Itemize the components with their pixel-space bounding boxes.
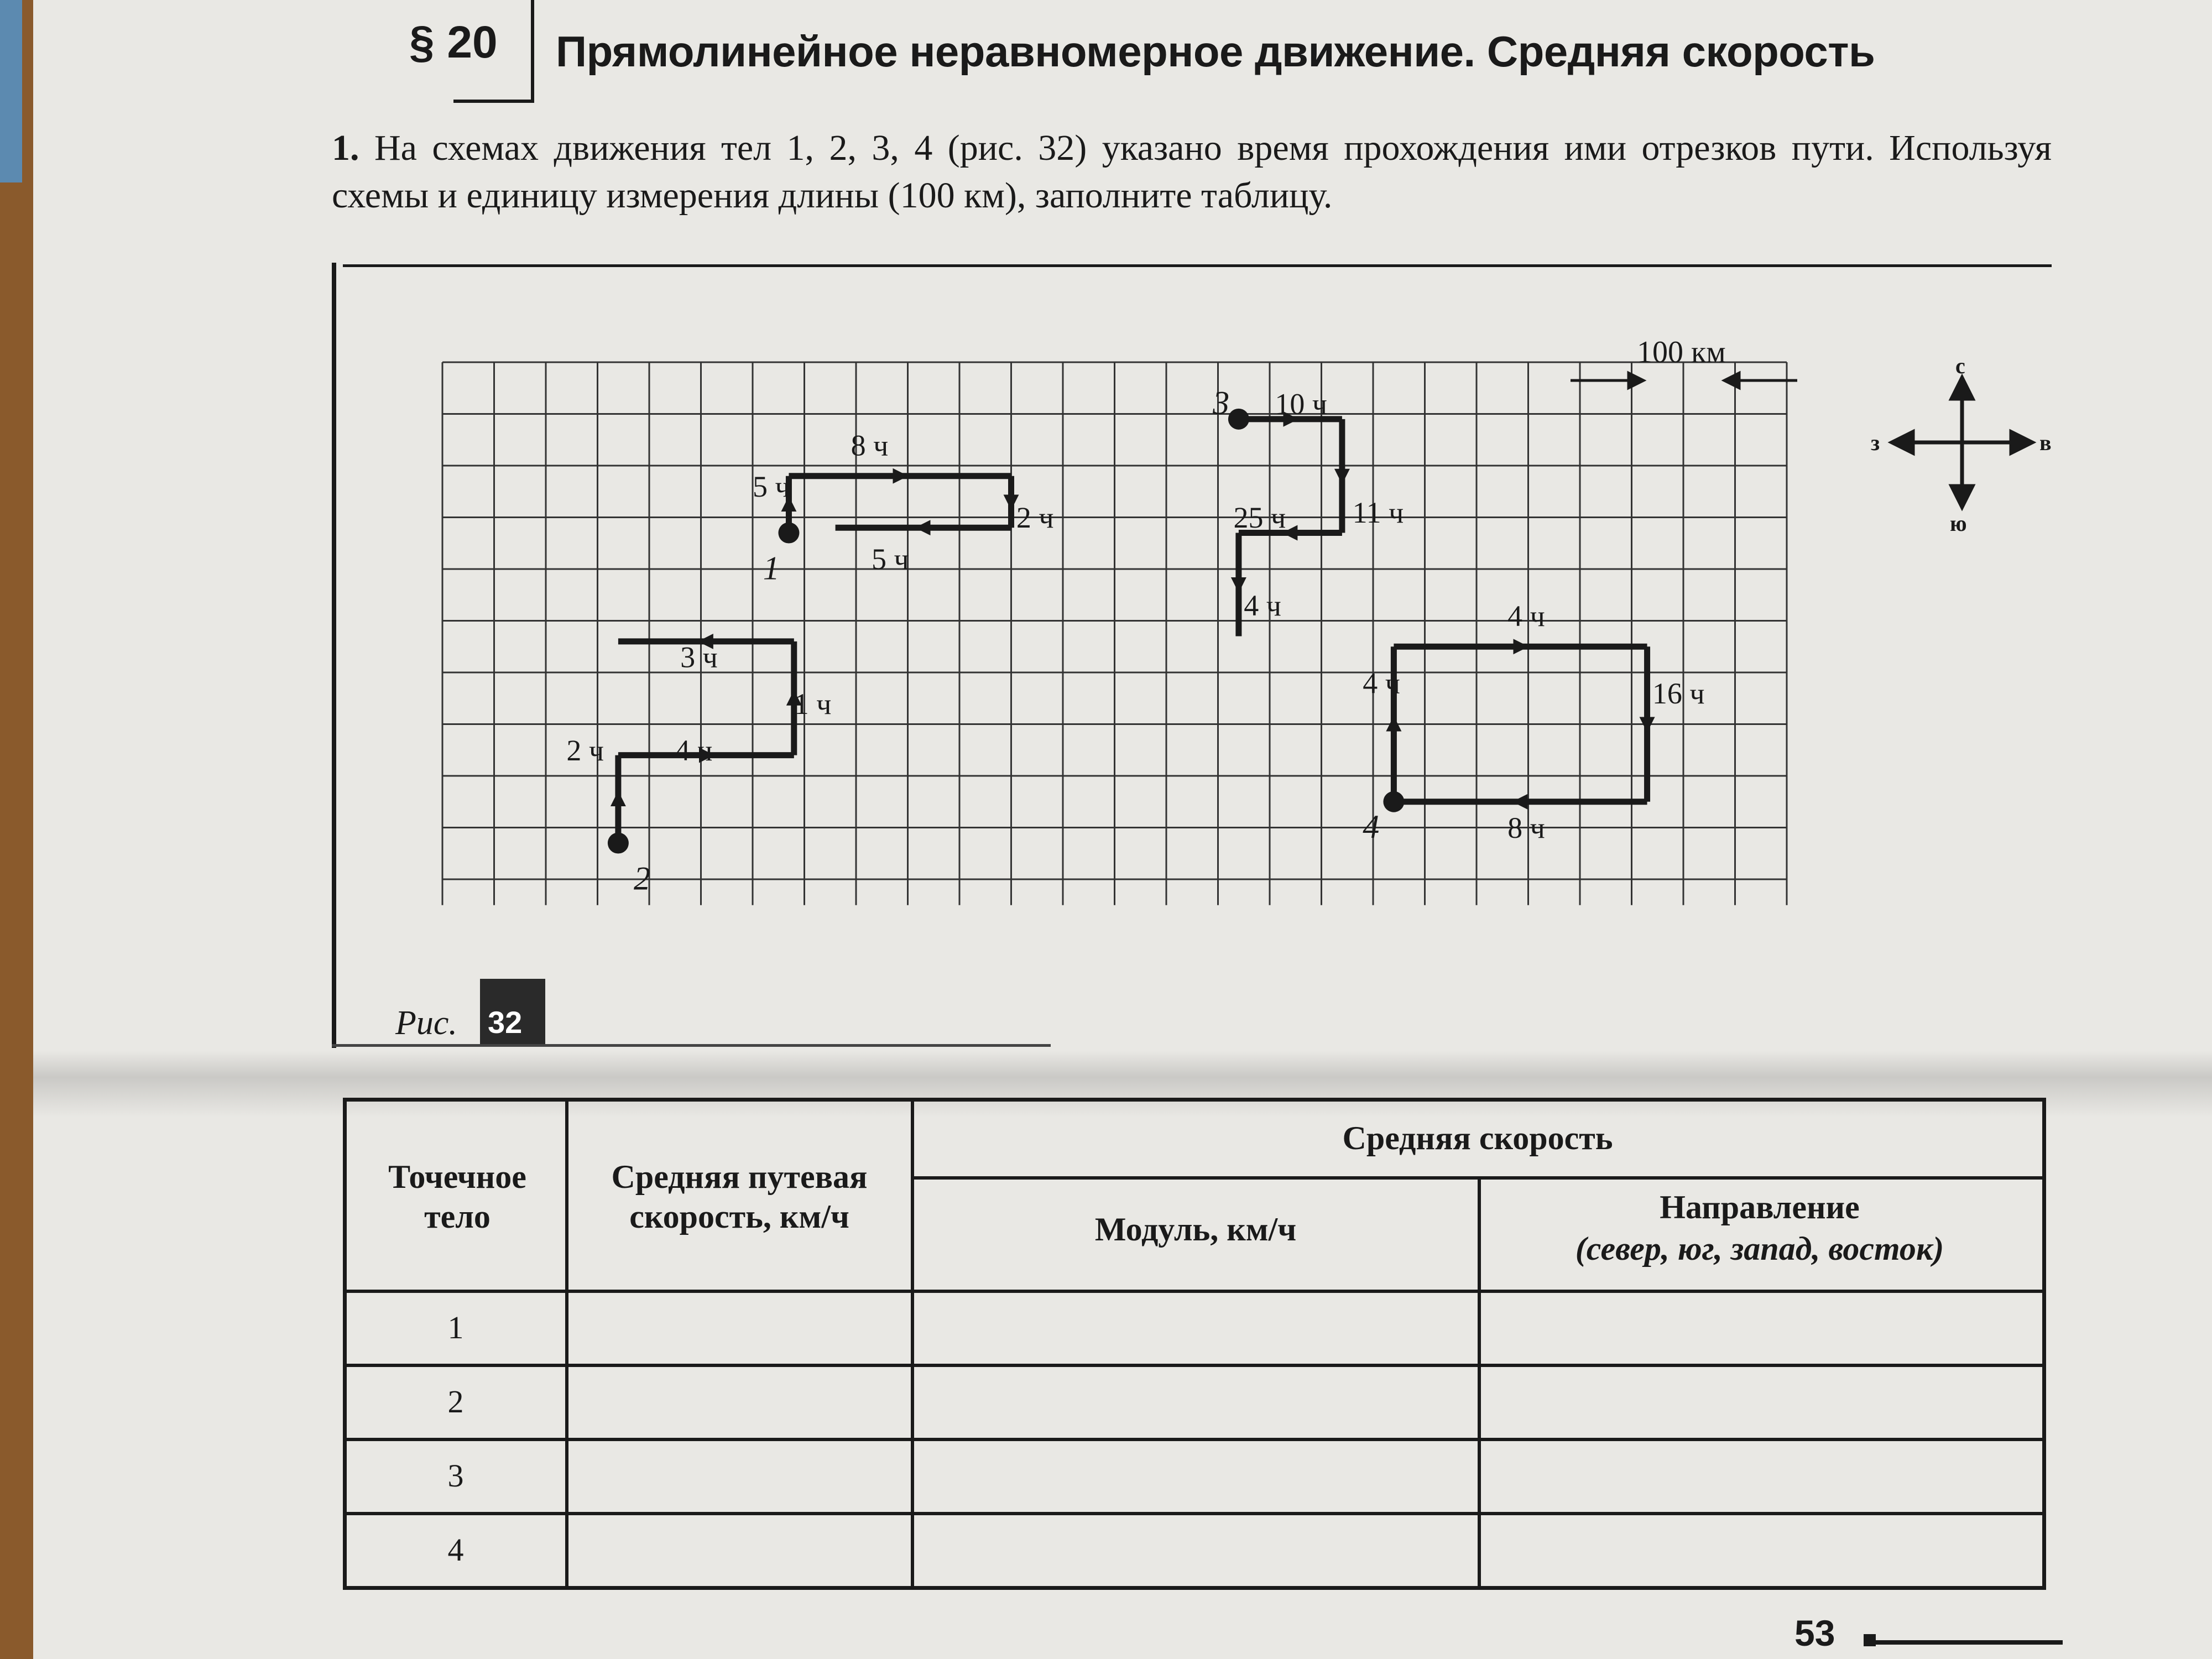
segment-label-b3: 11 ч: [1352, 495, 1404, 529]
table-divider: [347, 1364, 2042, 1367]
row-label-4: 4: [447, 1532, 464, 1568]
row-label-3: 3: [447, 1458, 464, 1494]
section-label: § 20: [409, 17, 498, 67]
header-body: Точечное тело: [388, 1159, 526, 1235]
grid: [442, 362, 1787, 905]
caption-word: Рис.: [395, 1004, 457, 1042]
row-label-1: 1: [447, 1310, 464, 1345]
segment-label-b4: 4 ч: [1363, 666, 1400, 700]
start-point: [778, 523, 799, 544]
body-label-2: 2: [633, 860, 650, 897]
scale-label: 100 км: [1637, 335, 1726, 369]
start-point: [1383, 791, 1404, 812]
figure-caption: [395, 979, 545, 1044]
segment-label-b2: 3 ч: [680, 640, 718, 674]
body-label-4: 4: [1363, 808, 1380, 846]
header-path-speed: Средняя путевая скорость, км/ч: [611, 1159, 868, 1235]
segment-label-b3: 25 ч: [1233, 501, 1286, 535]
page-number-rule: [1864, 1640, 2063, 1645]
compass-south: ю: [1950, 511, 1967, 536]
task-number: 1.: [332, 128, 359, 168]
segment-label-b1: 5 ч: [872, 542, 909, 576]
compass-rose: [1871, 353, 2052, 536]
table-divider: [911, 1176, 2042, 1180]
segment-label-b1: 8 ч: [851, 429, 889, 462]
segment-label-b3: 10 ч: [1275, 387, 1328, 421]
section-title: Прямолинейное неравномерное движение. Средняя скорость: [556, 27, 1875, 76]
header-direction-note: (север, юг, запад, восток): [1575, 1230, 1944, 1267]
segment-label-b1: 5 ч: [753, 470, 790, 504]
page-number-bullet: [1864, 1634, 1876, 1646]
body-label-1: 1: [763, 550, 780, 587]
segment-label-b1: 2 ч: [1016, 501, 1054, 535]
start-point: [1228, 409, 1249, 430]
table-divider: [347, 1512, 2042, 1515]
segment-label-b4: 8 ч: [1507, 811, 1545, 845]
caption-number: 32: [488, 1005, 523, 1040]
compass-west: з: [1871, 430, 1880, 455]
row-label-2: 2: [447, 1384, 464, 1420]
task-text: На схемах движения тел 1, 2, 3, 4 (рис. 32) указано время прохождения ими отрезков пути. Используя схемы и единицу измерения длины (100 км), заполните таблицу.: [332, 128, 2052, 216]
table-divider: [347, 1438, 2042, 1441]
answer-table: [343, 1098, 2046, 1590]
segment-label-b3: 4 ч: [1244, 589, 1281, 623]
header-avg-speed: Средняя скорость: [1342, 1120, 1613, 1156]
segment-label-b2: 2 ч: [566, 733, 604, 767]
compass-north: с: [1955, 353, 1965, 378]
segment-label-b4: 4 ч: [1507, 599, 1545, 633]
header-modulus: Модуль, км/ч: [1094, 1211, 1297, 1248]
header-direction: Направление: [1660, 1189, 1860, 1225]
table-divider: [347, 1290, 2042, 1293]
segment-label-b2: 1 ч: [794, 687, 832, 721]
page-number: 53: [1794, 1613, 1835, 1653]
body-label-3: 3: [1213, 384, 1230, 421]
start-point: [608, 833, 629, 854]
table-divider: [1478, 1176, 1481, 1586]
segment-label-b2: 4 ч: [675, 733, 713, 767]
segment-label-b4: 16 ч: [1652, 677, 1705, 711]
compass-east: в: [2039, 430, 2052, 455]
